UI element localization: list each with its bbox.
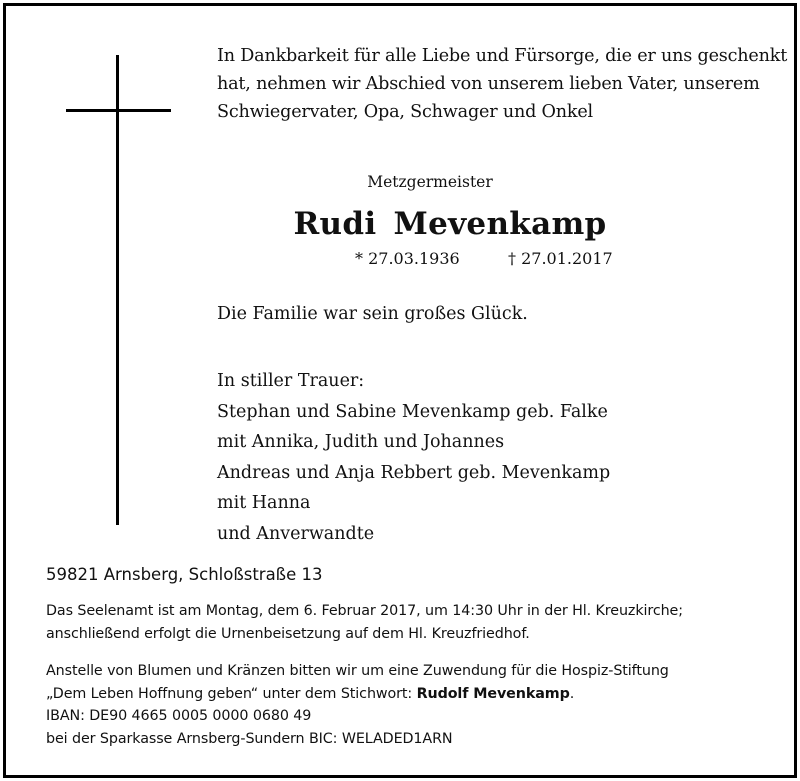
mourners-line: mit Hanna — [217, 493, 311, 513]
family-address: 59821 Arnsberg, Schloßstraße 13 — [46, 565, 323, 584]
service-info — [46, 600, 683, 645]
donation-prefix: „Dem Leben Hoffnung geben“ unter dem Stichwort: — [46, 685, 417, 702]
mourners-line: mit Annika, Judith und Johannes — [217, 432, 505, 452]
motto-text: Die Familie war sein großes Glück. — [217, 304, 528, 324]
donation-info — [46, 660, 669, 750]
intro-line: hat, nehmen wir Abschied von unserem lieben Vater, unserem — [217, 74, 760, 94]
intro-line: In Dankbarkeit für alle Liebe und Fürsorge, die er uns geschenkt — [217, 46, 788, 66]
mourners-line: In stiller Trauer: — [217, 371, 365, 391]
deceased-name: Rudi Mevenkamp — [293, 206, 607, 242]
donation-bank: bei der Sparkasse Arnsberg-Sundern BIC: WELADED1ARN — [46, 730, 453, 747]
mourners-list — [217, 366, 610, 549]
deceased-occupation: Metzgermeister — [367, 173, 493, 191]
donation-line: Anstelle von Blumen und Kränzen bitten wir um eine Zuwendung für die Hospiz-Stiftung — [46, 663, 669, 679]
donation-keyword: Rudolf Mevenkamp — [416, 685, 570, 702]
intro-text — [217, 42, 787, 126]
mourners-line: und Anverwandte — [217, 523, 375, 544]
service-line: Das Seelenamt ist am Montag, dem 6. Februar 2017, um 14:30 Uhr in der Hl. Kreuzkirche; — [46, 603, 683, 619]
cross-icon-horizontal-bar — [66, 109, 171, 112]
birth-date: * 27.03.1936 — [355, 249, 460, 268]
service-line: anschließend erfolgt die Urnenbeisetzung auf dem Hl. Kreuzfriedhof. — [46, 625, 530, 642]
intro-line: Schwiegervater, Opa, Schwager und Onkel — [217, 102, 593, 122]
donation-line — [46, 683, 669, 706]
cross-icon-vertical-bar — [116, 55, 119, 525]
mourners-line: Andreas und Anja Rebbert geb. Mevenkamp — [217, 462, 611, 483]
donation-iban: IBAN: DE90 4665 0005 0000 0680 49 — [46, 708, 312, 724]
mourners-line: Stephan und Sabine Mevenkamp geb. Falke — [217, 401, 608, 422]
donation-suffix: . — [569, 685, 575, 702]
death-date: † 27.01.2017 — [508, 249, 613, 268]
